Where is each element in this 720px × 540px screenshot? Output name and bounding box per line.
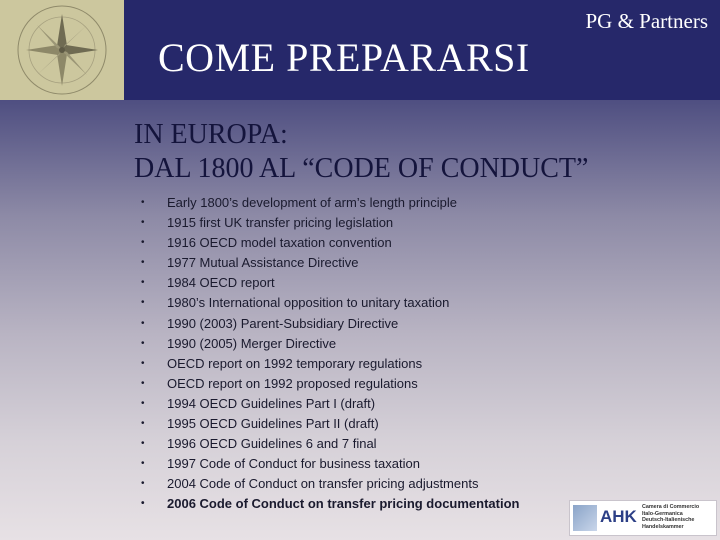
bullet-icon: • <box>141 438 145 450</box>
list-item <box>136 213 519 233</box>
bullet-icon: • <box>141 317 145 329</box>
ahk-line-1: Camera di Commercio <box>642 504 700 510</box>
page-title: COME PREPARARSI <box>158 35 530 80</box>
list-item <box>136 494 519 514</box>
list-item <box>136 414 519 434</box>
list-item-text: 1984 OECD report <box>167 275 275 291</box>
list-item-text: 1916 OECD model taxation convention <box>167 235 392 251</box>
compass-logo <box>0 0 124 100</box>
bullet-icon: • <box>141 458 145 470</box>
list-item <box>136 434 519 454</box>
bullet-icon: • <box>141 357 145 369</box>
bullet-icon: • <box>141 377 145 389</box>
ahk-logo <box>569 500 717 536</box>
bullet-list <box>136 193 519 515</box>
compass-icon <box>0 0 124 100</box>
section-heading-line-1: IN EUROPA: <box>134 119 288 150</box>
bullet-icon: • <box>141 197 145 208</box>
bullet-icon: • <box>141 257 145 269</box>
list-item <box>136 334 519 354</box>
list-item-text: OECD report on 1992 temporary regulations <box>167 355 423 371</box>
list-item <box>136 273 519 293</box>
list-item <box>136 474 519 494</box>
list-item-text: 1995 OECD Guidelines Part II (draft) <box>167 416 379 432</box>
list-item-text: 2004 Code of Conduct on transfer pricing adjustments <box>167 476 479 492</box>
list-item <box>136 354 519 374</box>
bullet-icon: • <box>141 397 145 409</box>
list-item <box>136 233 519 253</box>
bullet-icon: • <box>141 418 145 430</box>
list-item-text: 1915 first UK transfer pricing legislation <box>167 215 394 231</box>
list-item <box>136 314 519 334</box>
list-item-text: 1977 Mutual Assistance Directive <box>167 255 359 271</box>
bullet-icon: • <box>141 297 145 309</box>
list-item <box>136 454 519 474</box>
bullet-icon: • <box>141 478 145 490</box>
brand-name: PG & Partners <box>585 9 708 33</box>
list-item-text: Early 1800’s development of arm’s length principle <box>167 195 458 210</box>
bullet-icon: • <box>141 277 145 289</box>
list-item-text: 1994 OECD Guidelines Part I (draft) <box>167 395 376 411</box>
list-item-text: OECD report on 1992 proposed regulations <box>167 375 418 391</box>
ahk-line-4: Handelskammer <box>642 523 684 530</box>
list-item-text: 1990 (2005) Merger Directive <box>167 335 337 351</box>
bullet-icon: • <box>141 217 145 229</box>
list-item-text: 1990 (2003) Parent-Subsidiary Directive <box>167 315 399 331</box>
bullet-icon: • <box>141 237 145 249</box>
list-item-text: 2006 Code of Conduct on transfer pricing documentation <box>167 496 520 512</box>
ahk-line-2: Italo-Germanica <box>642 510 683 517</box>
list-item-text: 1996 OECD Guidelines 6 and 7 final <box>167 436 377 452</box>
list-item-text: 1980’s International opposition to unitary taxation <box>167 295 450 311</box>
ahk-emblem-icon <box>573 505 597 531</box>
list-item <box>136 374 519 394</box>
bullet-icon: • <box>141 498 145 510</box>
list-item <box>136 193 519 213</box>
header-bar <box>0 0 720 100</box>
bullet-icon: • <box>141 337 145 349</box>
list-item-text: 1997 Code of Conduct for business taxation <box>167 456 420 472</box>
list-item <box>136 293 519 313</box>
ahk-description <box>642 504 699 530</box>
list-item <box>136 394 519 414</box>
section-heading <box>134 118 588 186</box>
ahk-wordmark: AHK <box>600 507 637 526</box>
list-item <box>136 253 519 273</box>
section-heading-line-2: DAL 1800 AL “CODE OF CONDUCT” <box>134 153 589 184</box>
ahk-line-3: Deutsch-Italienische <box>642 517 695 524</box>
